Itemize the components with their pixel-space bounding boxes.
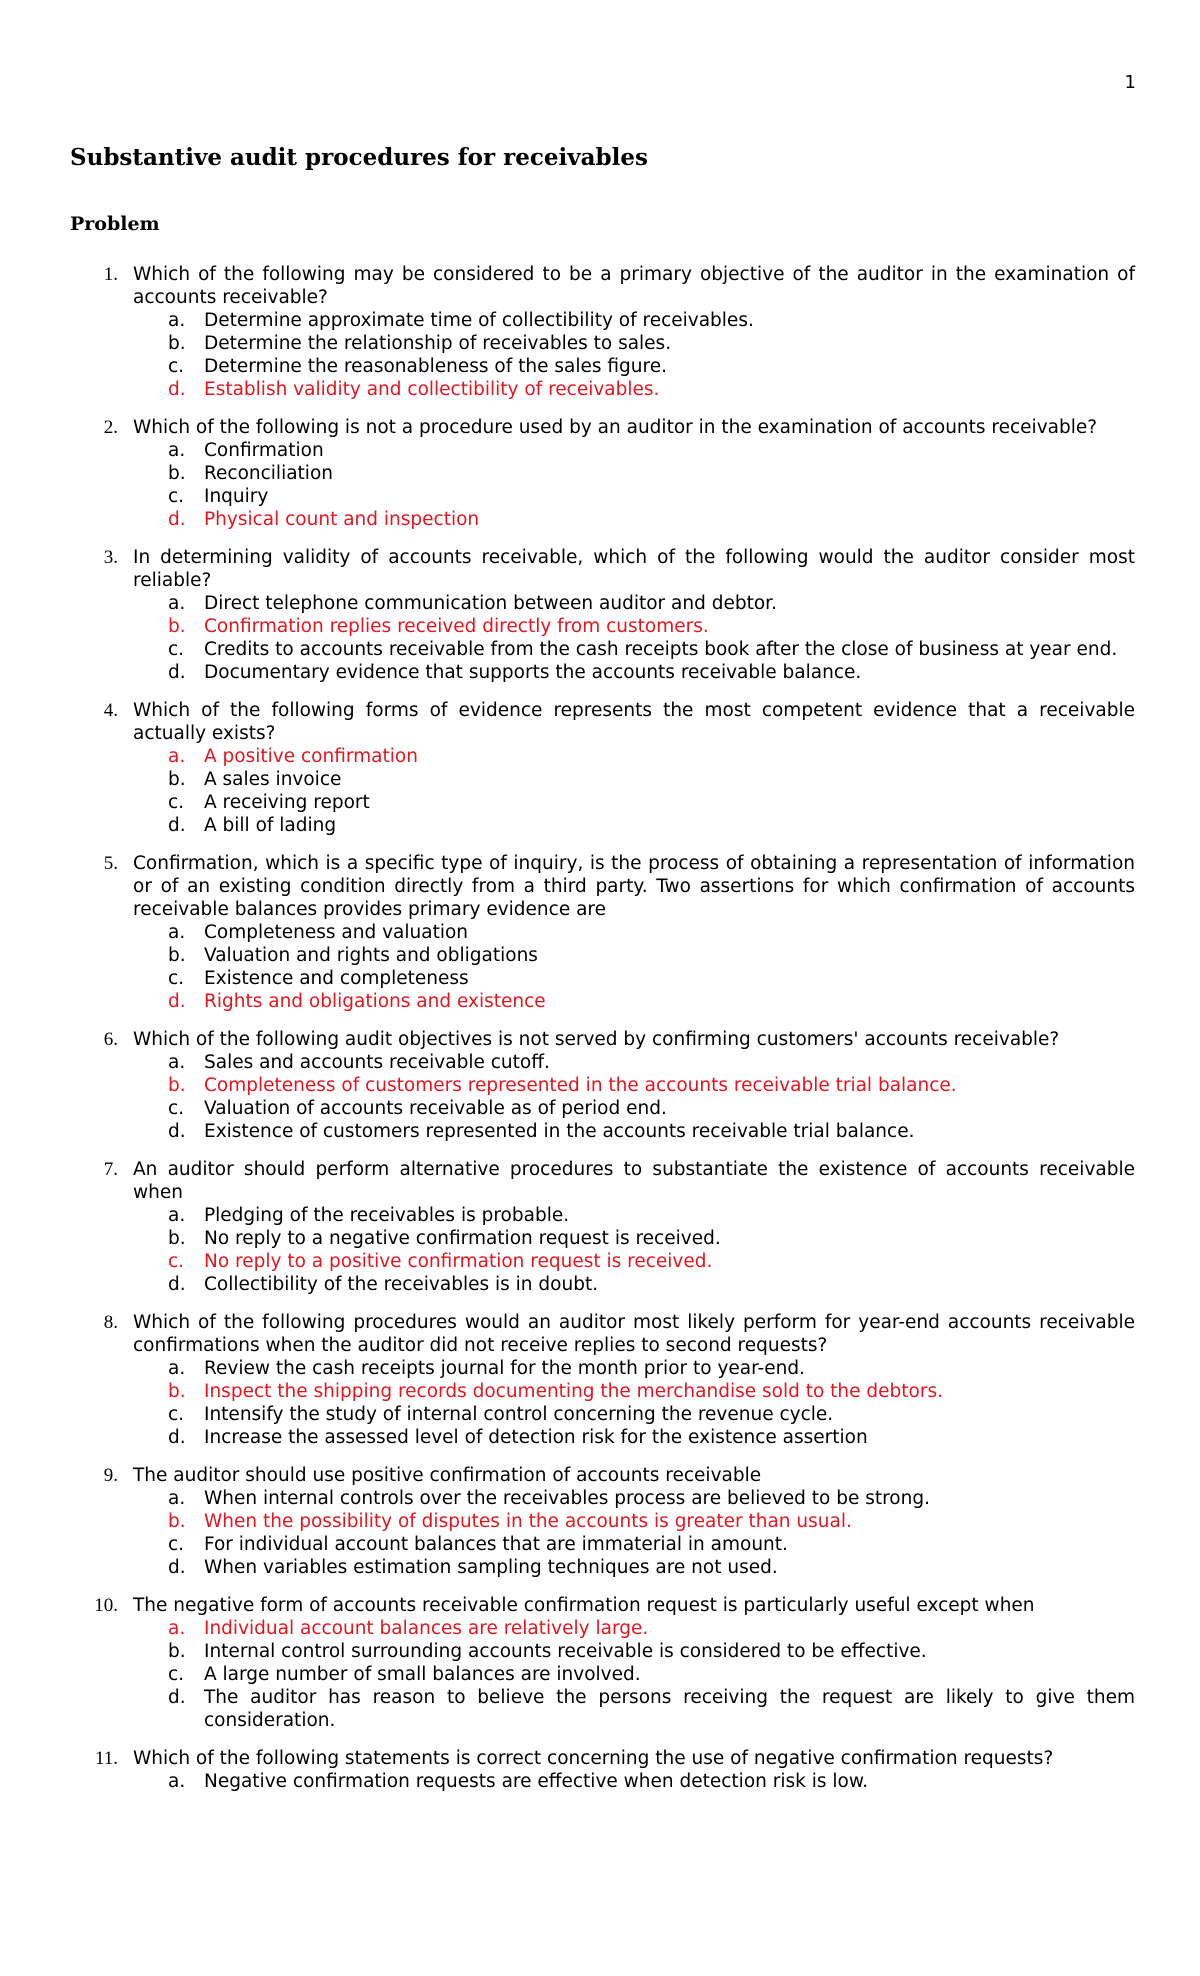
option-letter: b. (168, 769, 186, 790)
question-text: Which of the following statements is correct concerning the use of negative confirmation requests? (133, 1748, 1054, 1769)
option-letter: a. (168, 1205, 186, 1226)
answer-option (0, 1227, 1200, 1250)
option-text: Completeness of customers represented in the accounts receivable trial balance. (204, 1075, 957, 1096)
option-letter: a. (168, 746, 186, 767)
option-letter: c. (168, 486, 185, 507)
question-10 (0, 1594, 1200, 1732)
option-text: Establish validity and collectibility of receivables. (204, 379, 660, 400)
answer-option (0, 967, 1200, 990)
question-number: 2. (103, 417, 118, 438)
option-text: Credits to accounts receivable from the cash receipts book after the close of business at year end. (204, 639, 1118, 660)
option-text: The auditor has reason to believe the persons receiving the request are likely to give them consideration. (204, 1687, 1135, 1731)
option-letter: d. (168, 509, 186, 530)
document-title: Substantive audit procedures for receivables (70, 144, 648, 171)
option-text: Sales and accounts receivable cutoff. (204, 1052, 550, 1073)
question-8 (0, 1311, 1200, 1449)
option-text: Inspect the shipping records documenting the merchandise sold to the debtors. (204, 1381, 943, 1402)
answer-option-correct (0, 990, 1200, 1013)
option-text: Determine approximate time of collectibility of receivables. (204, 310, 754, 331)
question-number: 10. (94, 1595, 118, 1616)
answer-option (0, 1403, 1200, 1426)
question-number: 1. (103, 264, 118, 285)
question-text: In determining validity of accounts receivable, which of the following would the auditor consider most reliable? (133, 547, 1135, 591)
answer-option (0, 1204, 1200, 1227)
option-letter: c. (168, 356, 185, 377)
question-text: An auditor should perform alternative procedures to substantiate the existence of accounts receivable when (133, 1159, 1135, 1203)
option-letter: b. (168, 945, 186, 966)
answer-option-correct (0, 745, 1200, 768)
question-text: Which of the following may be considered to be a primary objective of the auditor in the examination of accounts receivable? (133, 264, 1135, 308)
answer-option (0, 791, 1200, 814)
option-letter: a. (168, 1052, 186, 1073)
option-letter: b. (168, 1511, 186, 1532)
question-list (0, 263, 1200, 1808)
option-letter: a. (168, 593, 186, 614)
answer-option-correct (0, 1617, 1200, 1640)
answer-option (0, 921, 1200, 944)
option-letter: b. (168, 1381, 186, 1402)
question-number: 5. (103, 853, 118, 874)
page-number: 1 (1124, 72, 1136, 93)
question-number: 3. (103, 547, 118, 568)
question-5 (0, 852, 1200, 1013)
answer-option (0, 1487, 1200, 1510)
question-11 (0, 1747, 1200, 1793)
option-text: Valuation and rights and obligations (204, 945, 538, 966)
option-letter: c. (168, 1098, 185, 1119)
answer-option-correct (0, 1380, 1200, 1403)
option-letter: b. (168, 1641, 186, 1662)
answer-option (0, 1770, 1200, 1793)
option-text: Inquiry (204, 486, 269, 507)
option-text: Existence of customers represented in the accounts receivable trial balance. (204, 1121, 915, 1142)
answer-option-correct (0, 1250, 1200, 1273)
answer-option (0, 1097, 1200, 1120)
option-letter: a. (168, 1488, 186, 1509)
answer-option-correct (0, 508, 1200, 531)
answer-option (0, 355, 1200, 378)
option-text: Pledging of the receivables is probable. (204, 1205, 570, 1226)
option-text: A receiving report (204, 792, 370, 813)
option-text: Existence and completeness (204, 968, 469, 989)
question-text: Which of the following is not a procedure used by an auditor in the examination of accounts receivable? (133, 417, 1098, 438)
option-text: Reconciliation (204, 463, 333, 484)
answer-option-correct (0, 378, 1200, 401)
option-letter: a. (168, 310, 186, 331)
option-text: No reply to a negative confirmation request is received. (204, 1228, 721, 1249)
option-letter: a. (168, 1358, 186, 1379)
option-text: Confirmation (204, 440, 324, 461)
option-letter: c. (168, 792, 185, 813)
option-text: Documentary evidence that supports the accounts receivable balance. (204, 662, 862, 683)
option-text: Negative confirmation requests are effective when detection risk is low. (204, 1771, 869, 1792)
question-text: Confirmation, which is a specific type of inquiry, is the process of obtaining a representation of information or of an existing condition directly from a third party. Two assertions for which confirmation of accounts receivable balances provides primary evidence are (133, 853, 1135, 920)
option-letter: a. (168, 1618, 186, 1639)
option-letter: d. (168, 1274, 186, 1295)
option-text: For individual account balances that are immaterial in amount. (204, 1534, 788, 1555)
answer-option (0, 485, 1200, 508)
option-letter: b. (168, 616, 186, 637)
option-letter: b. (168, 463, 186, 484)
option-text: A bill of lading (204, 815, 337, 836)
option-text: Completeness and valuation (204, 922, 469, 943)
option-letter: b. (168, 1228, 186, 1249)
answer-option (0, 1357, 1200, 1380)
option-text: Physical count and inspection (204, 509, 480, 530)
question-number: 8. (103, 1312, 118, 1333)
question-3 (0, 546, 1200, 684)
answer-option (0, 814, 1200, 837)
option-letter: d. (168, 1121, 186, 1142)
question-text: Which of the following procedures would an auditor most likely perform for year-end accounts receivable confirmations when the auditor did not receive replies to second requests? (133, 1312, 1135, 1356)
question-9 (0, 1464, 1200, 1579)
option-text: Collectibility of the receivables is in doubt. (204, 1274, 599, 1295)
answer-option (0, 1273, 1200, 1296)
section-heading: Problem (70, 213, 160, 235)
option-letter: c. (168, 968, 185, 989)
answer-option (0, 1533, 1200, 1556)
option-letter: d. (168, 662, 186, 683)
answer-option (0, 462, 1200, 485)
option-letter: c. (168, 1534, 185, 1555)
answer-option (0, 439, 1200, 462)
option-letter: b. (168, 333, 186, 354)
option-letter: a. (168, 440, 186, 461)
question-number: 7. (103, 1159, 118, 1180)
answer-option (0, 661, 1200, 684)
option-letter: a. (168, 1771, 186, 1792)
question-number: 9. (103, 1465, 118, 1486)
answer-option (0, 1556, 1200, 1579)
option-letter: a. (168, 922, 186, 943)
question-2 (0, 416, 1200, 531)
option-text: When the possibility of disputes in the accounts is greater than usual. (204, 1511, 852, 1532)
answer-option-correct (0, 615, 1200, 638)
option-letter: c. (168, 1251, 185, 1272)
option-text: A large number of small balances are involved. (204, 1664, 641, 1685)
option-letter: d. (168, 1427, 186, 1448)
option-text: Determine the reasonableness of the sales figure. (204, 356, 667, 377)
answer-option-correct (0, 1074, 1200, 1097)
option-text: A sales invoice (204, 769, 342, 790)
answer-option (0, 1120, 1200, 1143)
answer-option (0, 1640, 1200, 1663)
option-text: When internal controls over the receivables process are believed to be strong. (204, 1488, 930, 1509)
answer-option (0, 944, 1200, 967)
option-text: Valuation of accounts receivable as of period end. (204, 1098, 667, 1119)
option-letter: d. (168, 815, 186, 836)
option-text: Internal control surrounding accounts receivable is considered to be effective. (204, 1641, 927, 1662)
option-text: Review the cash receipts journal for the month prior to year-end. (204, 1358, 805, 1379)
answer-option (0, 1426, 1200, 1449)
question-text: The auditor should use positive confirmation of accounts receivable (133, 1465, 762, 1486)
question-text: The negative form of accounts receivable confirmation request is particularly useful except when (133, 1595, 1035, 1616)
answer-option (0, 592, 1200, 615)
question-6 (0, 1028, 1200, 1143)
answer-option (0, 1663, 1200, 1686)
option-letter: d. (168, 1687, 186, 1708)
option-text: Determine the relationship of receivables to sales. (204, 333, 672, 354)
option-text: Direct telephone communication between auditor and debtor. (204, 593, 777, 614)
question-number: 4. (103, 700, 118, 721)
question-1 (0, 263, 1200, 401)
answer-option (0, 1051, 1200, 1074)
option-letter: d. (168, 991, 186, 1012)
question-text: Which of the following audit objectives is not served by confirming customers' accounts receivable? (133, 1029, 1060, 1050)
option-text: A positive confirmation (204, 746, 418, 767)
option-text: Increase the assessed level of detection risk for the existence assertion (204, 1427, 868, 1448)
question-text: Which of the following forms of evidence represents the most competent evidence that a receivable actually exists? (133, 700, 1135, 744)
option-text: No reply to a positive confirmation request is received. (204, 1251, 713, 1272)
option-letter: c. (168, 1664, 185, 1685)
question-4 (0, 699, 1200, 837)
question-number: 6. (103, 1029, 118, 1050)
question-number: 11. (94, 1748, 118, 1769)
answer-option (0, 309, 1200, 332)
option-letter: c. (168, 1404, 185, 1425)
answer-option (0, 638, 1200, 661)
option-letter: d. (168, 379, 186, 400)
option-text: Rights and obligations and existence (204, 991, 546, 1012)
option-letter: c. (168, 639, 185, 660)
option-text: Individual account balances are relatively large. (204, 1618, 649, 1639)
option-text: Confirmation replies received directly from customers. (204, 616, 709, 637)
answer-option (0, 1686, 1200, 1732)
option-letter: b. (168, 1075, 186, 1096)
answer-option-correct (0, 1510, 1200, 1533)
answer-option (0, 768, 1200, 791)
option-text: When variables estimation sampling techniques are not used. (204, 1557, 778, 1578)
option-text: Intensify the study of internal control concerning the revenue cycle. (204, 1404, 834, 1425)
option-letter: d. (168, 1557, 186, 1578)
question-7 (0, 1158, 1200, 1296)
answer-option (0, 332, 1200, 355)
